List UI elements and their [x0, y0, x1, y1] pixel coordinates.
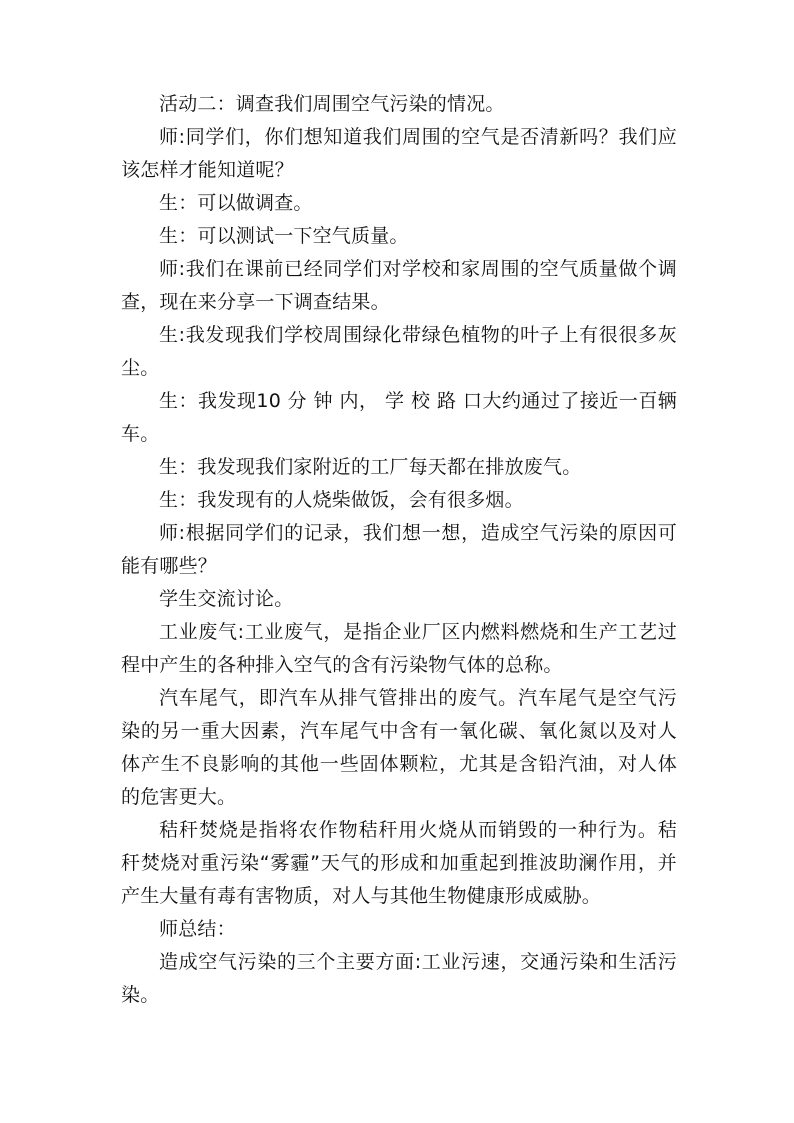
paragraph-student-cars: 生：我发现10 分 钟 内， 学 校 路 口大约通过了接近一百辆车。 [121, 390, 677, 445]
paragraph-teacher-causes: 师:根据同学们的记录，我们想一想，造成空气污染的原因可能有哪些？ [121, 522, 677, 577]
paragraph-discussion: 学生交流讨论。 [159, 588, 294, 610]
paragraph-student-dust: 生:我发现我们学校周围绿化带绿色植物的叶子上有很很多灰尘。 [121, 324, 677, 379]
paragraph-summary-content: 造成空气污染的三个主要方面:工业污速，交通污染和生活污染。 [121, 951, 677, 1006]
paragraph-vehicle-exhaust: 汽车尾气，即汽车从排气管排出的废气。汽车尾气是空气污染的另一重大因素，汽车尾气中含有一氧化碳、氧化氮以及对人体产生不良影响的其他一些固体颗粒，尤其是含铅汽油，对人体的危害更大。 [121, 687, 677, 808]
paragraph-straw-burning: 秸秆焚烧是指将农作物秸秆用火烧从而销毁的一种行为。秸秆焚烧对重污染“雾霾”天气的形成和加重起到推波助澜作用，并产生大量有毒有害物质，对人与其他生物健康形成威胁。 [121, 819, 677, 907]
paragraph-student-survey: 生：可以做调查。 [159, 192, 313, 214]
paragraph-student-factory: 生：我发现我们家附近的工厂每天都在排放废气。 [159, 456, 582, 478]
document-body [121, 88, 677, 1012]
paragraph-student-smoke: 生：我发现有的人烧柴做饭，会有很多烟。 [159, 489, 524, 511]
paragraph-industrial-gas: 工业废气:工业废气，是指企业厂区内燃料燃烧和生产工艺过程中产生的各种排入空气的含有污染物气体的总称。 [121, 621, 677, 676]
paragraph-activity-title: 活动二：调查我们周围空气污染的情况。 [159, 93, 505, 115]
paragraph-teacher-summary: 师总结： [159, 918, 236, 940]
paragraph-teacher-share: 师:我们在课前已经同学们对学校和家周围的空气质量做个调查，现在来分享一下调查结果。 [121, 258, 677, 313]
paragraph-student-test: 生：可以测试一下空气质量。 [159, 225, 409, 247]
paragraph-teacher-question: 师:同学们，你们想知道我们周围的空气是否清新吗？我们应该怎样才能知道呢？ [121, 126, 677, 181]
